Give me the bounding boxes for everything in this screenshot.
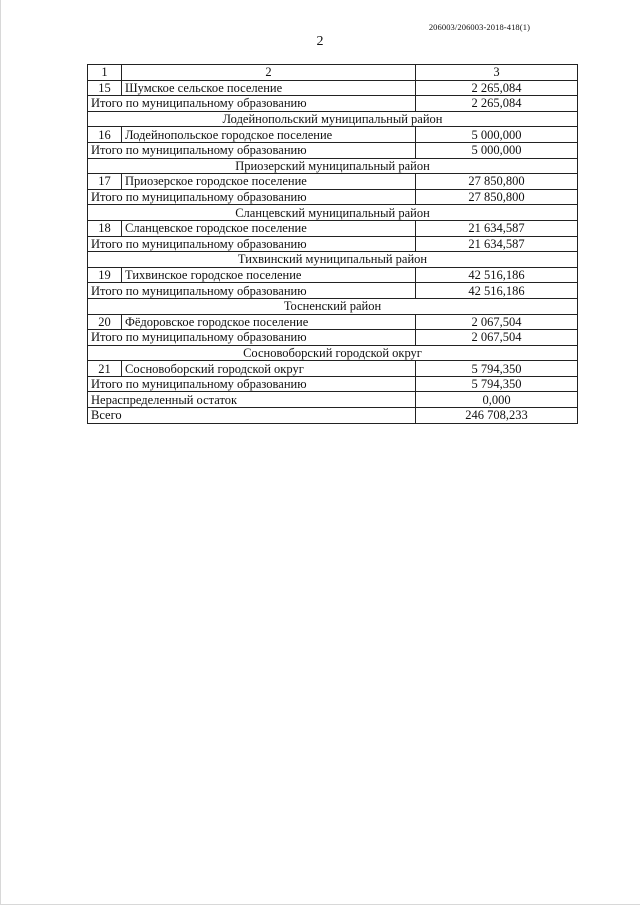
settlement-name: Фёдоровское городское поселение: [122, 314, 416, 330]
amount-cell: 2 265,084: [416, 80, 578, 96]
total-label: Итого по муниципальному образованию: [88, 330, 416, 346]
total-label: Итого по муниципальному образованию: [88, 283, 416, 299]
settlement-name: Шумское сельское поселение: [122, 80, 416, 96]
table-row: [88, 314, 578, 330]
amount-cell: 2 067,504: [416, 330, 578, 346]
table-row: [88, 80, 578, 96]
total-label: Итого по муниципальному образованию: [88, 142, 416, 158]
row-number: 21: [88, 361, 122, 377]
amount-cell: 27 850,800: [416, 189, 578, 205]
total-label: Итого по муниципальному образованию: [88, 96, 416, 112]
amount-cell: 27 850,800: [416, 174, 578, 190]
district-name: Тихвинский муниципальный район: [88, 252, 578, 268]
page-edge: [0, 0, 1, 905]
column-header-1: 1: [88, 65, 122, 81]
total-row: [88, 376, 578, 392]
row-number: 19: [88, 267, 122, 283]
district-header-row: [88, 205, 578, 221]
row-number: 17: [88, 174, 122, 190]
table-header-row: [88, 65, 578, 81]
row-number: 16: [88, 127, 122, 143]
allocation-table: [87, 64, 578, 424]
row-number: 15: [88, 80, 122, 96]
total-label: Нераспределенный остаток: [88, 392, 416, 408]
document-id: 206003/206003-2018-418(1): [428, 22, 530, 32]
total-row: [88, 236, 578, 252]
amount-cell: 5 000,000: [416, 142, 578, 158]
amount-cell: 0,000: [416, 392, 578, 408]
total-label: Всего: [88, 408, 416, 424]
table-row: [88, 174, 578, 190]
amount-cell: 21 634,587: [416, 236, 578, 252]
total-label: Итого по муниципальному образованию: [88, 189, 416, 205]
table-row: [88, 127, 578, 143]
total-row: [88, 142, 578, 158]
amount-cell: 42 516,186: [416, 267, 578, 283]
district-name: Сланцевский муниципальный район: [88, 205, 578, 221]
settlement-name: Приозерское городское поселение: [122, 174, 416, 190]
settlement-name: Тихвинское городское поселение: [122, 267, 416, 283]
settlement-name: Сосновоборский городской округ: [122, 361, 416, 377]
district-name: Тосненский район: [88, 298, 578, 314]
district-name: Сосновоборский городской округ: [88, 345, 578, 361]
district-header-row: [88, 252, 578, 268]
amount-cell: 5 794,350: [416, 376, 578, 392]
column-header-3: 3: [416, 65, 578, 81]
district-header-row: [88, 111, 578, 127]
amount-cell: 246 708,233: [416, 408, 578, 424]
amount-cell: 21 634,587: [416, 220, 578, 236]
amount-cell: 5 000,000: [416, 127, 578, 143]
column-header-2: 2: [122, 65, 416, 81]
total-row: [88, 392, 578, 408]
amount-cell: 2 265,084: [416, 96, 578, 112]
district-header-row: [88, 345, 578, 361]
district-name: Приозерский муниципальный район: [88, 158, 578, 174]
total-row: [88, 330, 578, 346]
total-row: [88, 283, 578, 299]
total-row: [88, 96, 578, 112]
settlement-name: Лодейнопольское городское поселение: [122, 127, 416, 143]
table-row: [88, 220, 578, 236]
district-header-row: [88, 298, 578, 314]
district-name: Лодейнопольский муниципальный район: [88, 111, 578, 127]
row-number: 18: [88, 220, 122, 236]
amount-cell: 42 516,186: [416, 283, 578, 299]
total-label: Итого по муниципальному образованию: [88, 376, 416, 392]
amount-cell: 5 794,350: [416, 361, 578, 377]
total-label: Итого по муниципальному образованию: [88, 236, 416, 252]
amount-cell: 2 067,504: [416, 314, 578, 330]
page-number: 2: [316, 34, 324, 49]
total-row: [88, 408, 578, 424]
table-row: [88, 267, 578, 283]
allocation-table-body: [88, 65, 578, 424]
settlement-name: Сланцевское городское поселение: [122, 220, 416, 236]
table-row: [88, 361, 578, 377]
total-row: [88, 189, 578, 205]
row-number: 20: [88, 314, 122, 330]
district-header-row: [88, 158, 578, 174]
